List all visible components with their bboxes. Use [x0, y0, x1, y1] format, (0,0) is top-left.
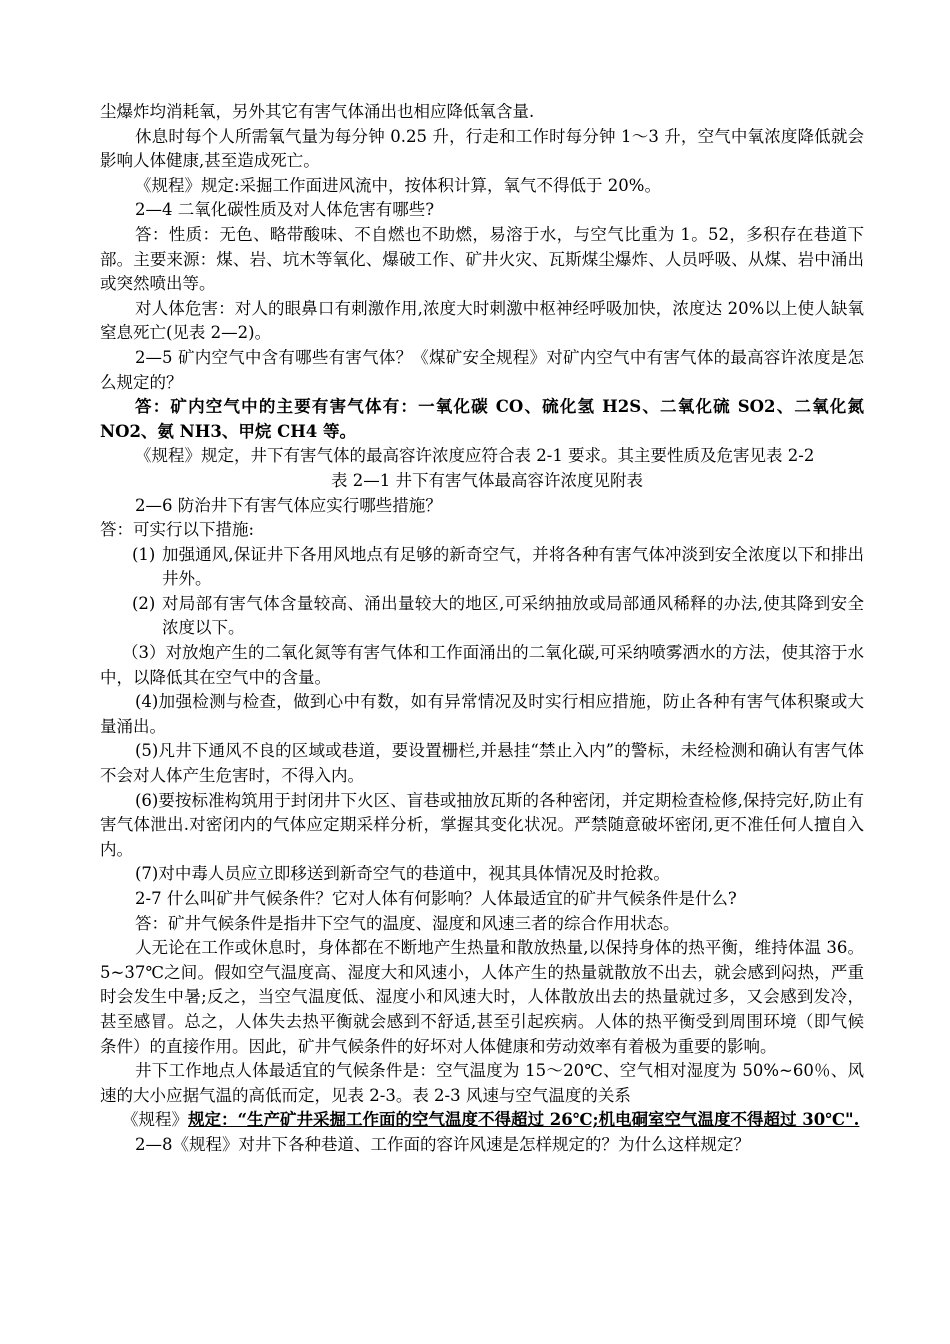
answer-2-5-gases: 答：矿内空气中的主要有害气体有：一氧化碳 CO、硫化氢 H2S、二氧化硫 SO2、二氧化氮 NO2、氨 NH3、甲烷 CH4 等。: [100, 397, 864, 441]
list-number: (1): [132, 544, 156, 564]
answer-2-5-rule: 《规程》规定，井下有害气体的最高容许浓度应符合表 2-1 要求。其主要性质及危害见表 2-2: [135, 446, 815, 466]
question-2-8-heading: 2—8《规程》对井下各种巷道、工作面的容许风速是怎样规定的？为什么这样规定？: [135, 1134, 750, 1154]
measure-7: (7)对中毒人员应立即移送到新奇空气的巷道中，视其具体情况及时抢救。: [135, 864, 670, 884]
list-number: (2): [132, 593, 156, 613]
measure-5: (5)凡井下通风不良的区域或巷道，要设置栅栏,并悬挂“禁止入内”的警标，未经检测和确认有害气体不会对人体产生危害时，不得入内。: [100, 741, 864, 786]
list-item-text: 对局部有害气体含量较高、涌出量较大的地区,可采纳抽放或局部通风稀释的办法,使其降到安全浓度以下。: [162, 593, 864, 638]
regulation-temperature-text: 规定：“生产矿井采掘工作面的空气温度不得超过 26℃;机电硐室空气温度不得超过 30℃".: [188, 1110, 860, 1130]
measure-6: (6)要按标准构筑用于封闭井下火区、盲巷或抽放瓦斯的各种密闭，并定期检查检修,保持完好,防止有害气体泄出.对密闭内的气体应定期采样分析，掌握其变化状况。严禁随意破坏密闭,更不准任何人擅自入内。: [100, 790, 864, 859]
answer-2-7-heat-balance: 人无论在工作或休息时，身体都在不断地产生热量和散放热量,以保持身体的热平衡，维持体温 36。5~37℃之间。假如空气温度高、湿度大和风速小，人体产生的热量就散放不出去，就会感到闷热，严重时会发生中暑;反之，当空气温度低、湿度小和风速大时，人体散放出去的热量就过多，又会感到发冷，甚至感冒。总之，人体失去热平衡就会感到不舒适,甚至引起疾病。人体的热平衡受到周围环境（即气候条件）的直接作用。因此，矿井气候条件的好坏对人体健康和劳动效率有着极为重要的影响。: [100, 938, 864, 1056]
answer-2-4-properties: 答：性质：无色、略带酸味、不自燃也不助燃，易溶于水，与空气比重为 1。52，多积存在巷道下部。主要来源：煤、岩、坑木等氧化、爆破工作、矿井火灾、瓦斯煤尘爆炸、人员呼吸、从煤、岩中涌出或突然喷出等。: [100, 224, 864, 294]
question-2-6-heading: 2—6 防治井下有害气体应实行哪些措施？: [135, 495, 442, 515]
table-2-1-caption: 表 2—1 井下有害气体最高容许浓度见附表: [331, 470, 643, 490]
measure-list-item-1: [100, 543, 864, 592]
answer-2-7-optimal-climate: 井下工作地点人体最适宜的气候条件是：空气温度为 15～20℃、空气相对湿度为 50%~60％、风速的大小应据气温的高低而定，见表 2-3。表 2-3 风速与空气温度的关系: [100, 1061, 864, 1105]
measure-4: (4)加强检测与检查，做到心中有数，如有异常情况及时实行相应措施，防止各种有害气体积聚或大量涌出。: [100, 692, 864, 736]
answer-2-7-definition: 答：矿井气候条件是指井下空气的温度、湿度和风速三者的综合作用状态。: [135, 913, 680, 933]
list-item-text: 加强通风,保证井下各用风地点有足够的新奇空气，并将各种有害气体冲淡到安全浓度以下和排出井外。: [162, 544, 864, 589]
document-page: [100, 100, 864, 1158]
paragraph-oxygen-requirement: 休息时每个人所需氧气量为每分钟 0.25 升，行走和工作时每分钟 1～3 升，空气中氧浓度降低就会影响人体健康,甚至造成死亡。: [100, 126, 864, 171]
answer-2-6-intro: 答：可实行以下措施:: [100, 520, 255, 540]
question-2-5-heading: 2—5 矿内空气中含有哪些有害气体？《煤矿安全规程》对矿内空气中有害气体的最高容许浓度是怎么规定的？: [100, 347, 864, 392]
measure-list-item-2: [100, 592, 864, 641]
measure-3: （3）对放炮产生的二氧化氮等有害气体和工作面涌出的二氧化碳,可采纳喷雾洒水的方法，使其溶于水中，以降低其在空气中的含量。: [100, 643, 864, 687]
paragraph-oxygen-rule: 《规程》规定:采掘工作面进风流中，按体积计算，氧气不得低于 20%。: [135, 175, 661, 195]
paragraph-oxygen-consumption: 尘爆炸均消耗氧，另外其它有害气体涌出也相应降低氧含量.: [100, 102, 535, 121]
question-2-7-heading: 2-7 什么叫矿井气候条件？它对人体有何影响？人体最适宜的矿井气候条件是什么?: [135, 889, 737, 908]
answer-2-4-hazards: 对人体危害：对人的眼鼻口有刺激作用,浓度大时刺激中枢神经呼吸加快，浓度达 20%以上使人缺氧窒息死亡(见表 2—2)。: [100, 298, 864, 343]
regulation-temperature-rule: [100, 1108, 864, 1133]
regulation-lead: 《规程》: [122, 1110, 188, 1130]
question-2-4-heading: 2—4 二氧化碳性质及对人体危害有哪些?: [135, 200, 435, 220]
